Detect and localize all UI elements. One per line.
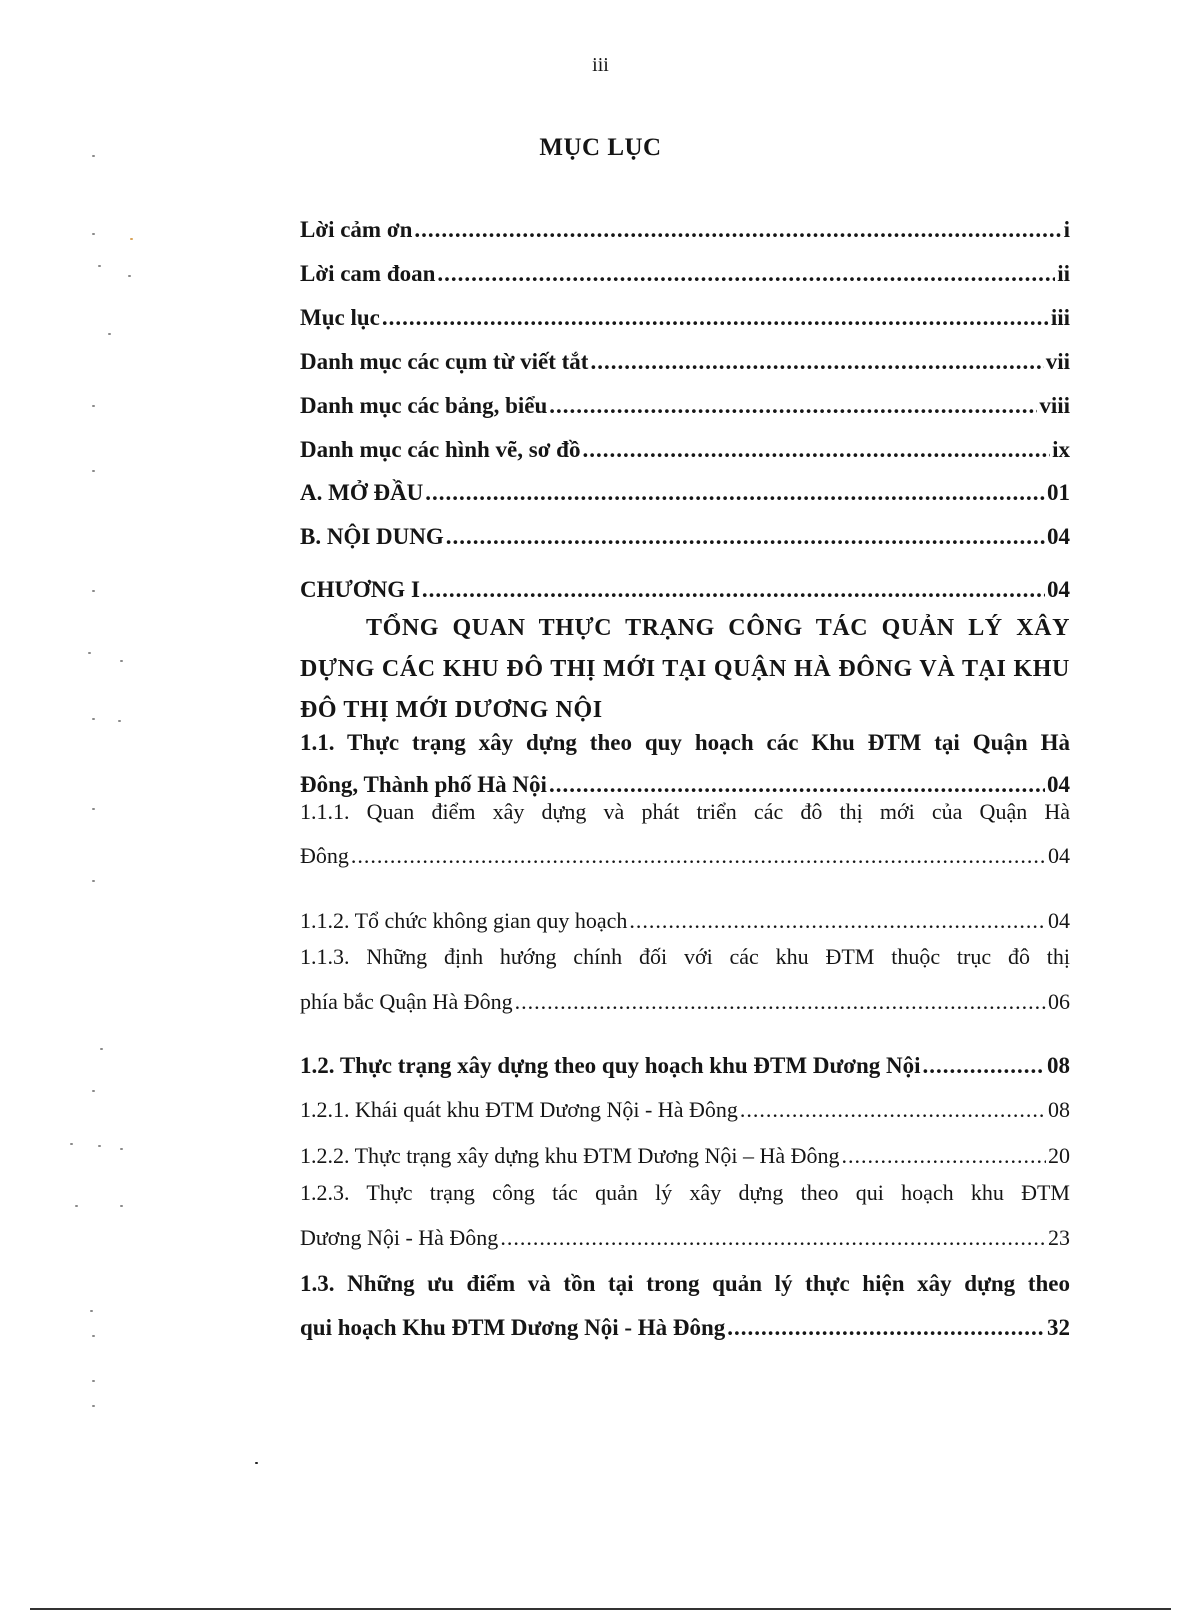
scan-speck (128, 275, 131, 277)
toc-entry-label-continued: qui hoạch Khu ĐTM Dương Nội - Hà Đông (300, 1315, 726, 1340)
toc-entry-page: 01 (1047, 480, 1070, 505)
toc-entry-label: Danh mục các cụm từ viết tắt (300, 349, 589, 374)
scan-speck (75, 1205, 78, 1207)
toc-entry-noi-dung[interactable] (300, 525, 1070, 548)
dot-leader (923, 1054, 1045, 1077)
toc-entry-label: 1.2. Thực trạng xây dựng theo quy hoạch khu ĐTM Dương Nội (300, 1053, 921, 1078)
toc-entry-tables[interactable] (300, 394, 1070, 417)
scan-speck (88, 652, 91, 654)
scan-speck (92, 233, 95, 235)
toc-entry-figures[interactable] (300, 438, 1070, 461)
dot-leader (382, 306, 1049, 329)
scan-speck (98, 1145, 101, 1147)
toc-entry-page: 04 (1048, 908, 1070, 933)
scan-speck (108, 333, 111, 335)
scan-speck (92, 718, 95, 720)
toc-entry-label: Danh mục các hình vẽ, sơ đồ (300, 437, 581, 462)
dot-leader (351, 834, 1046, 878)
toc-entry-label: 1.1.2. Tổ chức không gian quy hoạch (300, 908, 628, 933)
scan-speck (92, 470, 95, 472)
scan-speck (70, 1143, 73, 1145)
toc-section-1-2[interactable] (300, 1054, 1070, 1077)
page-number: iii (592, 54, 609, 76)
scan-speck (90, 1310, 93, 1312)
toc-entry-label: 1.2.1. Khái quát khu ĐTM Dương Nội - Hà Đông (300, 1097, 738, 1122)
dot-leader (515, 979, 1046, 1024)
toc-entry-page: vii (1045, 349, 1070, 374)
page-title: MỤC LỤC (539, 134, 662, 161)
dot-leader (629, 910, 1046, 932)
toc-entry-label: A. MỞ ĐẦU (300, 480, 424, 505)
toc-subsection-1-2-2[interactable] (300, 1145, 1070, 1167)
toc-entry-label-continued: phía bắc Quận Hà Đông (300, 989, 513, 1014)
scan-speck (120, 660, 123, 662)
scan-speck (255, 1462, 258, 1464)
toc-entry-label: Mục lục (300, 305, 380, 330)
scan-speck (92, 880, 95, 882)
toc-subsection-1-1-3[interactable] (300, 934, 1070, 1024)
scan-speck (98, 265, 101, 267)
toc-section-1-3[interactable] (300, 1262, 1070, 1350)
toc-subsection-1-1-2[interactable] (300, 910, 1070, 932)
dot-leader (414, 218, 1061, 241)
dot-leader (425, 481, 1045, 504)
toc-entry-label: B. NỘI DUNG (300, 524, 444, 549)
toc-entry-label: 1.1. Thực trạng xây dựng theo quy hoạch các Khu ĐTM tại Quận Hà (300, 730, 1070, 755)
toc-entry-label-continued: Dương Nội - Hà Đông (300, 1225, 499, 1250)
dot-leader (582, 438, 1050, 461)
dot-leader (590, 350, 1043, 373)
toc-entry-page: 08 (1048, 1097, 1070, 1122)
toc-entry-page: i (1063, 217, 1070, 242)
dot-leader (446, 525, 1045, 548)
toc-entry-page: 08 (1047, 1053, 1070, 1078)
dot-leader (740, 1099, 1046, 1121)
toc-entry-abbreviations[interactable] (300, 350, 1070, 373)
toc-entry-page: 06 (1048, 989, 1070, 1014)
toc-subsection-1-2-3[interactable] (300, 1170, 1070, 1260)
toc-entry-page: 23 (1048, 1225, 1070, 1250)
toc-entry-page: ii (1057, 261, 1070, 286)
dot-leader (842, 1145, 1047, 1167)
toc-entry-page: 32 (1047, 1315, 1070, 1340)
scan-speck (120, 1205, 123, 1207)
dot-leader (422, 578, 1045, 601)
toc-entry-chuong-1[interactable] (300, 578, 1070, 601)
toc-entry-mo-dau[interactable] (300, 481, 1070, 504)
dot-leader (727, 1306, 1045, 1350)
toc-entry-page: viii (1039, 393, 1070, 418)
toc-entry-label: Lời cam đoan (300, 261, 436, 286)
toc-entry-muc-luc[interactable] (300, 306, 1070, 329)
toc-entry-page: 20 (1048, 1143, 1070, 1168)
toc-entry-label-continued: Đông (300, 843, 349, 868)
dot-leader (549, 394, 1037, 417)
bottom-rule (30, 1608, 1171, 1610)
scan-speck (92, 1335, 95, 1337)
scan-speck (130, 238, 133, 240)
dot-leader (500, 1215, 1046, 1260)
toc-entry-page: iii (1050, 305, 1070, 330)
scan-speck (92, 1380, 95, 1382)
toc-entry-label: Danh mục các bảng, biểu (300, 393, 548, 418)
toc-entry-label: 1.1.3. Những định hướng chính đối với các khu ĐTM thuộc trục đô thị (300, 944, 1070, 969)
scan-speck (92, 405, 95, 407)
scan-speck (92, 1090, 95, 1092)
toc-entry-loi-cam-doan[interactable] (300, 262, 1070, 285)
toc-entry-label: 1.2.2. Thực trạng xây dựng khu ĐTM Dương Nội – Hà Đông (300, 1143, 840, 1168)
toc-entry-loi-cam-on[interactable] (300, 218, 1070, 241)
toc-entry-page: 04 (1047, 577, 1070, 602)
scan-speck (92, 155, 95, 157)
scan-speck (92, 1405, 95, 1407)
dot-leader (437, 262, 1055, 285)
toc-subsection-1-2-1[interactable] (300, 1099, 1070, 1121)
scan-speck (100, 1048, 103, 1050)
scan-speck (92, 808, 95, 810)
toc-entry-label: 1.3. Những ưu điểm và tồn tại trong quản lý thực hiện xây dựng theo (300, 1271, 1070, 1296)
toc-entry-page: 04 (1048, 843, 1070, 868)
scan-speck (118, 720, 121, 722)
toc-entry-page: 04 (1047, 772, 1070, 797)
scan-speck (120, 1148, 123, 1150)
toc-entry-label: 1.1.1. Quan điểm xây dựng và phát triển các đô thị mới của Quận Hà (300, 799, 1070, 824)
toc-entry-page: ix (1052, 437, 1070, 462)
toc-subsection-1-1-1[interactable] (300, 790, 1070, 878)
toc-entry-page: 04 (1047, 524, 1070, 549)
toc-entry-label: Lời cảm ơn (300, 217, 413, 242)
toc-entry-label-continued: Đông, Thành phố Hà Nội (300, 772, 547, 797)
chapter-heading: TỔNG QUAN THỰC TRẠNG CÔNG TÁC QUẢN LÝ XÂY DỰNG CÁC KHU ĐÔ THỊ MỚI TẠI QUẬN HÀ ĐÔNG VÀ TẠI KHU ĐÔ THỊ MỚI DƯƠNG NỘI (300, 615, 1070, 723)
scan-speck (92, 590, 95, 592)
toc-entry-label: 1.2.3. Thực trạng công tác quản lý xây dựng theo qui hoạch khu ĐTM (300, 1180, 1070, 1205)
toc-entry-label: CHƯƠNG I (300, 577, 420, 602)
